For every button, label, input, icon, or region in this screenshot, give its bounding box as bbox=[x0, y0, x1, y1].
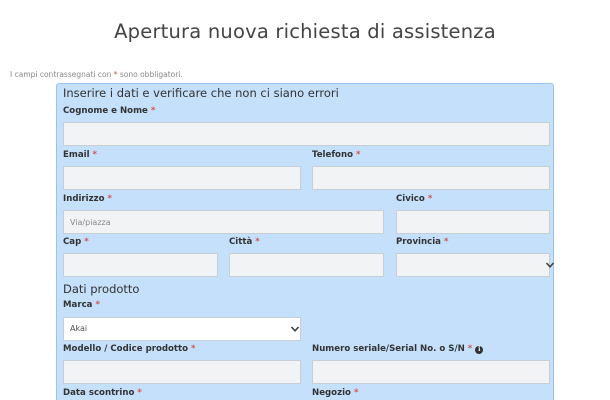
label-marca-text: Marca bbox=[63, 300, 93, 310]
required-note-star: * bbox=[113, 70, 118, 79]
label-telefono bbox=[312, 150, 361, 160]
label-cap-text: Cap bbox=[63, 237, 82, 247]
required-star: * bbox=[137, 388, 142, 398]
label-civico-text: Civico bbox=[396, 194, 425, 204]
required-star: * bbox=[443, 237, 449, 247]
marca-select[interactable] bbox=[63, 317, 301, 341]
assistance-request-form bbox=[56, 83, 554, 400]
label-negozio bbox=[312, 388, 358, 398]
label-provincia bbox=[396, 237, 448, 247]
required-star: * bbox=[150, 106, 156, 116]
label-negozio-text: Negozio bbox=[312, 388, 351, 398]
label-indirizzo-text: Indirizzo bbox=[63, 194, 105, 204]
required-star: * bbox=[92, 150, 98, 160]
provincia-select[interactable] bbox=[396, 253, 550, 277]
label-provincia-text: Provincia bbox=[396, 237, 441, 247]
label-citta-text: Città bbox=[229, 237, 253, 247]
required-star: * bbox=[95, 300, 100, 310]
required-star: * bbox=[467, 344, 473, 354]
required-fields-note bbox=[10, 70, 183, 79]
cap-input[interactable] bbox=[63, 253, 218, 277]
label-civico bbox=[396, 194, 432, 204]
required-star: * bbox=[356, 150, 361, 160]
label-indirizzo bbox=[63, 194, 112, 204]
label-seriale bbox=[312, 344, 483, 354]
label-data-scontrino bbox=[63, 388, 142, 398]
email-input[interactable] bbox=[63, 166, 301, 190]
required-note-text: I campi contrassegnati con bbox=[10, 70, 114, 79]
info-circle-icon[interactable]: i bbox=[475, 346, 483, 354]
section-title-product: Dati prodotto bbox=[63, 282, 140, 296]
citta-input[interactable] bbox=[229, 253, 384, 277]
label-marca bbox=[63, 300, 100, 310]
label-citta bbox=[229, 237, 260, 247]
required-star: * bbox=[353, 388, 359, 398]
required-star: * bbox=[255, 237, 260, 247]
page-title: Apertura nuova richiesta di assistenza bbox=[114, 20, 496, 43]
cognome-nome-input[interactable] bbox=[63, 122, 550, 146]
civico-input[interactable] bbox=[396, 210, 550, 234]
label-cap bbox=[63, 237, 89, 247]
required-note-text-end: sono obbligatori. bbox=[117, 70, 183, 79]
label-seriale-text: Numero seriale/Serial No. o S/N bbox=[312, 344, 465, 354]
label-cognome-nome bbox=[63, 106, 155, 116]
chevron-down-icon bbox=[545, 260, 555, 270]
required-star: * bbox=[191, 344, 196, 354]
required-star: * bbox=[84, 237, 89, 247]
label-data-scontrino-text: Data scontrino bbox=[63, 388, 135, 398]
indirizzo-input[interactable] bbox=[63, 210, 384, 234]
required-star: * bbox=[107, 194, 113, 204]
modello-input[interactable] bbox=[63, 360, 301, 384]
seriale-input[interactable] bbox=[312, 360, 550, 384]
label-telefono-text: Telefono bbox=[312, 150, 353, 160]
chevron-down-icon bbox=[290, 324, 300, 334]
marca-selected-value: Akai bbox=[70, 324, 88, 333]
label-modello bbox=[63, 344, 196, 354]
label-cognome-nome-text: Cognome e Nome bbox=[63, 106, 148, 116]
label-email bbox=[63, 150, 97, 160]
label-modello-text: Modello / Codice prodotto bbox=[63, 344, 189, 354]
label-email-text: Email bbox=[63, 150, 90, 160]
section-title-contact: Inserire i dati e verificare che non ci siano errori bbox=[63, 86, 339, 100]
required-star: * bbox=[427, 194, 433, 204]
telefono-input[interactable] bbox=[312, 166, 550, 190]
